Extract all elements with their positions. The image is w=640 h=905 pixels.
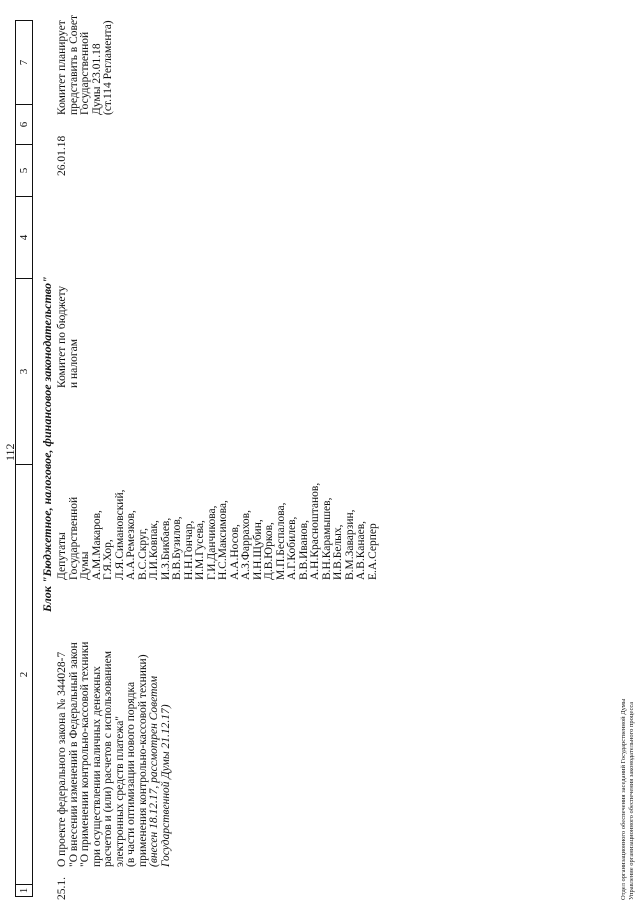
author-line: И.З.Бикбаев, (159, 517, 172, 580)
author-line: А.М.Макаров, (90, 510, 103, 580)
authors-list (57, 483, 379, 580)
footer-line: Отдел организационного обеспечения заседаний Государственной Думы (620, 698, 627, 900)
bill-line: расчетов и (или) расчетов с использованием (102, 651, 114, 867)
row-number: 25.1. (56, 877, 68, 900)
author-line: А.Н.Красноштанов, (309, 482, 321, 580)
author-line: Депутаты (56, 532, 68, 580)
bill-description (57, 642, 172, 867)
author-line: А.А.Ремезков, (125, 510, 137, 580)
author-line: Д.В.Юрков, (263, 522, 275, 580)
bill-line: (в части оптимизации нового порядка (125, 681, 137, 867)
author-line: М.П.Беспалова, (274, 502, 287, 580)
note-line: Комитет планирует (56, 20, 68, 115)
page-number: 112 (3, 443, 17, 461)
bill-line: "О применении контрольно-кассовой техники (79, 641, 91, 867)
author-line: Г.И.Данчикова, (205, 505, 218, 580)
committee-line: Комитет по бюджету (56, 285, 68, 388)
note-line: представить в Совет (67, 14, 80, 115)
column-header-2: 2 (16, 465, 33, 885)
column-header-6: 6 (16, 105, 33, 145)
bill-line: "О внесении изменений в Федеральный закон (67, 642, 80, 867)
author-line: В.В.Бузилов, (171, 516, 183, 580)
committee-line: и налогам (67, 339, 80, 388)
author-line: И.Н.Щубин, (251, 519, 264, 580)
author-line: В.Н.Карамышев, (320, 497, 333, 580)
block-title: Блок "Бюджетное, налоговое, финансовое законодательство" (40, 276, 54, 612)
author-line: Государственной (67, 496, 80, 580)
footer-line: Управление организационного обеспечения законодательного процесса (628, 701, 635, 900)
author-line: В.М.Заварзин, (343, 509, 356, 580)
column-header-1: 1 (16, 885, 33, 897)
column-header-7: 7 (16, 21, 33, 105)
bill-line: при осуществлении наличных денежных (90, 666, 103, 867)
bill-line: О проекте федерального закона № 344028-7 (56, 651, 68, 867)
committee-note (57, 15, 115, 115)
column-header-5: 5 (16, 145, 33, 197)
author-line: А.Г.Кобилев, (286, 516, 298, 580)
author-line: Е.А.Серпер (366, 523, 379, 580)
bill-note-line: Государственной Думы 21.12.17) (159, 704, 172, 867)
author-line: И.М.Гусева, (194, 520, 206, 580)
author-line: А.А.Носов, (228, 524, 241, 580)
responsible-committee (57, 286, 80, 388)
column-header-table (15, 20, 33, 897)
author-line: Н.С.Максимова, (217, 500, 229, 580)
author-line: И.В.Белых, (332, 524, 344, 580)
author-line: Л.И.Ковпак, (148, 520, 160, 580)
column-header-4: 4 (16, 197, 33, 279)
footer (620, 699, 636, 900)
author-line: Н.Н.Гончар, (182, 520, 195, 580)
review-date: 26.01.18 (56, 135, 68, 176)
author-line: А.З.Фаррахов, (240, 510, 252, 580)
author-line: Г.Я.Хор, (102, 539, 114, 580)
author-line: В.В.Иванов, (297, 520, 310, 580)
note-line: Государственной (79, 31, 91, 115)
author-line: А.В.Канаев, (355, 520, 367, 580)
author-line: Л.Я.Симановский, (113, 489, 126, 580)
author-line: В.С.Скруг, (136, 528, 149, 580)
note-line: Думы 23.01.18 (90, 43, 103, 115)
column-header-3: 3 (16, 279, 33, 465)
bill-note-line: (внесен 18.12.17, рассмотрен Советом (148, 675, 160, 867)
note-line: (ст.114 Регламента) (102, 20, 114, 115)
bill-line: применения контрольно-кассовой техники) (136, 654, 149, 867)
bill-line: электронных средств платежа" (113, 716, 126, 867)
author-line: Думы (79, 551, 91, 580)
